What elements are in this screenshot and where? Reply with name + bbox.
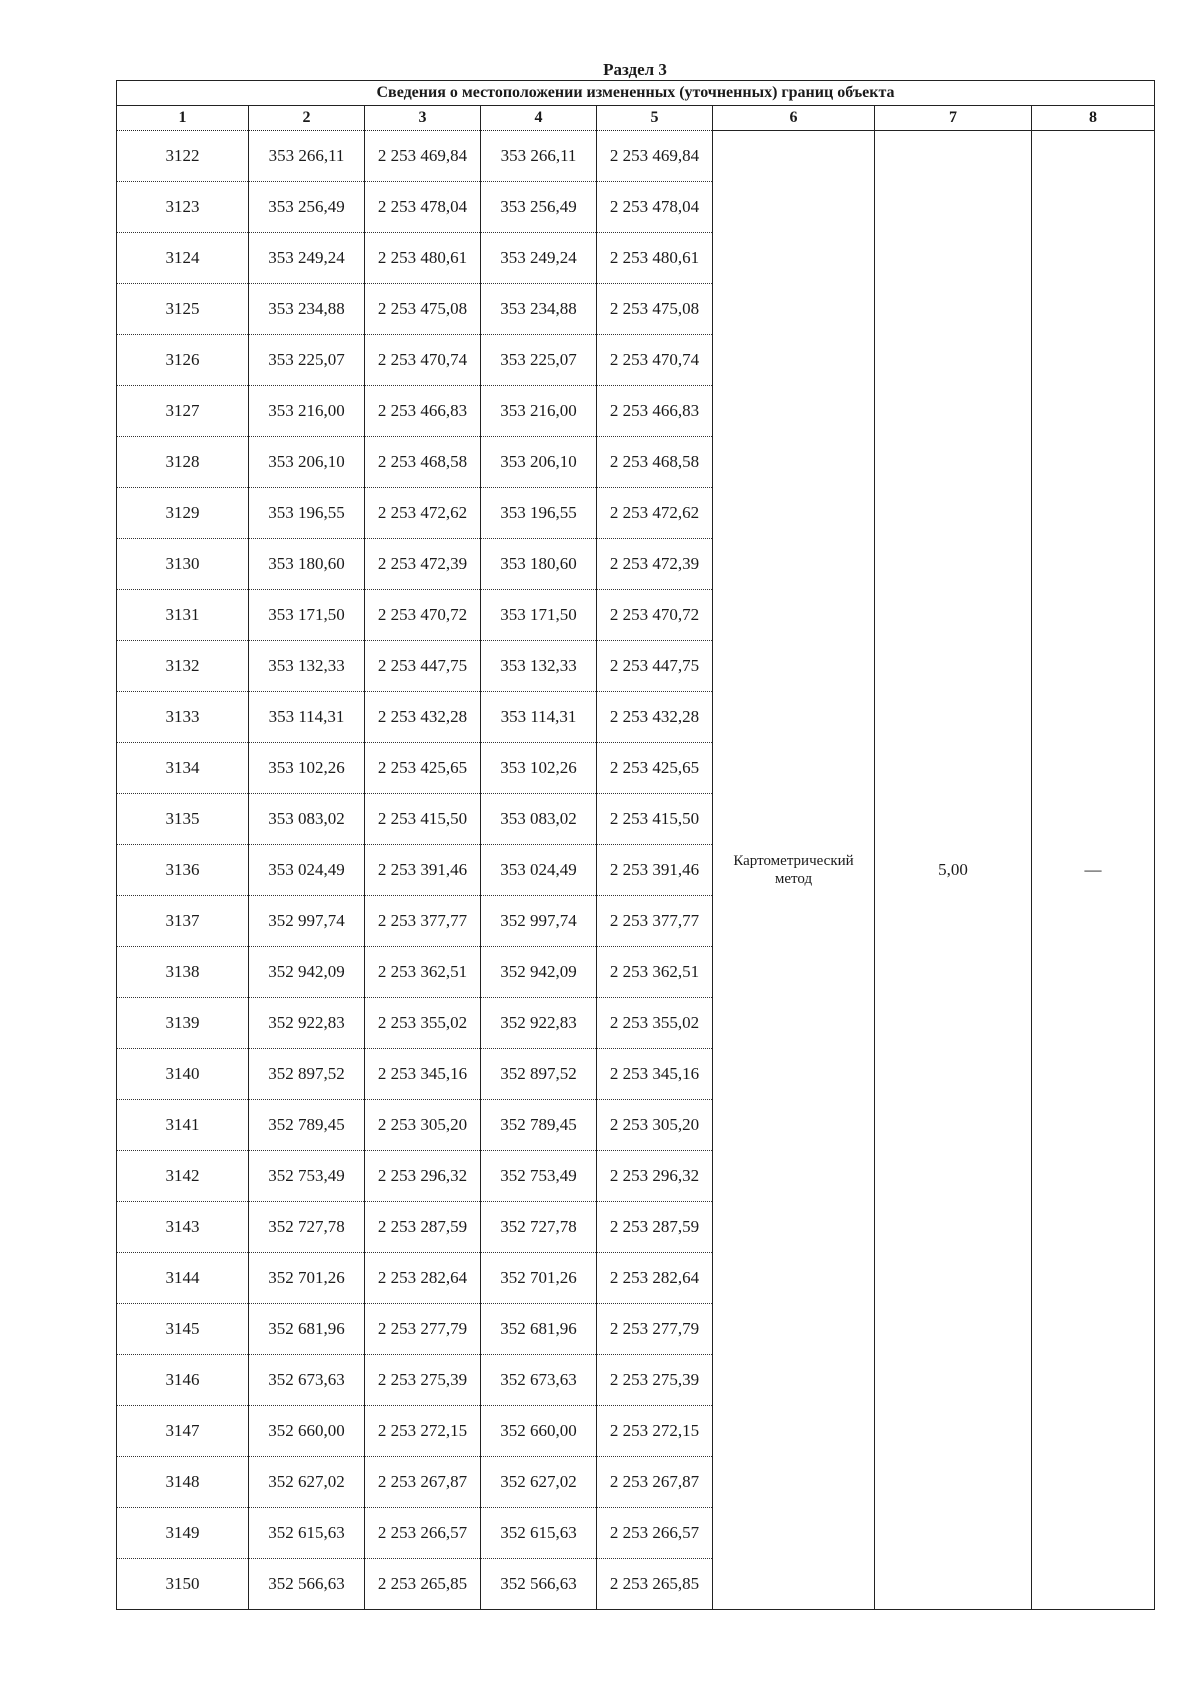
x-existing-cell: 353 206,10 [249,437,365,488]
x-refined-cell: 353 083,02 [481,794,597,845]
x-refined-cell: 353 102,26 [481,743,597,794]
y-existing-cell: 2 253 468,58 [365,437,481,488]
accuracy-cell: 5,00 [875,131,1032,1610]
x-existing-cell: 353 171,50 [249,590,365,641]
y-refined-cell: 2 253 266,57 [597,1508,713,1559]
point-number-cell: 3131 [117,590,249,641]
column-number-1: 1 [117,106,249,131]
x-existing-cell: 352 673,63 [249,1355,365,1406]
y-existing-cell: 2 253 282,64 [365,1253,481,1304]
x-refined-cell: 352 673,63 [481,1355,597,1406]
y-existing-cell: 2 253 470,74 [365,335,481,386]
x-existing-cell: 353 216,00 [249,386,365,437]
y-existing-cell: 2 253 472,62 [365,488,481,539]
y-refined-cell: 2 253 480,61 [597,233,713,284]
x-refined-cell: 353 171,50 [481,590,597,641]
y-existing-cell: 2 253 296,32 [365,1151,481,1202]
y-existing-cell: 2 253 466,83 [365,386,481,437]
x-refined-cell: 353 114,31 [481,692,597,743]
y-existing-cell: 2 253 470,72 [365,590,481,641]
y-refined-cell: 2 253 468,58 [597,437,713,488]
x-refined-cell: 352 922,83 [481,998,597,1049]
y-existing-cell: 2 253 345,16 [365,1049,481,1100]
y-refined-cell: 2 253 275,39 [597,1355,713,1406]
x-existing-cell: 353 266,11 [249,131,365,182]
x-refined-cell: 352 566,63 [481,1559,597,1610]
column-number-3: 3 [365,106,481,131]
x-existing-cell: 352 753,49 [249,1151,365,1202]
x-existing-cell: 353 180,60 [249,539,365,590]
x-refined-cell: 353 196,55 [481,488,597,539]
x-refined-cell: 352 897,52 [481,1049,597,1100]
point-number-cell: 3147 [117,1406,249,1457]
x-refined-cell: 352 727,78 [481,1202,597,1253]
method-text: Картометрический метод [733,853,854,887]
point-number-cell: 3143 [117,1202,249,1253]
point-number-cell: 3146 [117,1355,249,1406]
point-number-cell: 3127 [117,386,249,437]
table-row [117,131,1155,182]
point-number-cell: 3125 [117,284,249,335]
x-existing-cell: 353 249,24 [249,233,365,284]
point-number-cell: 3130 [117,539,249,590]
column-number-row [117,106,1155,131]
y-refined-cell: 2 253 362,51 [597,947,713,998]
y-existing-cell: 2 253 277,79 [365,1304,481,1355]
x-existing-cell: 352 789,45 [249,1100,365,1151]
point-number-cell: 3145 [117,1304,249,1355]
y-refined-cell: 2 253 470,74 [597,335,713,386]
y-refined-cell: 2 253 345,16 [597,1049,713,1100]
x-refined-cell: 352 753,49 [481,1151,597,1202]
x-refined-cell: 353 132,33 [481,641,597,692]
column-number-7: 7 [875,106,1032,131]
x-existing-cell: 352 922,83 [249,998,365,1049]
point-number-cell: 3149 [117,1508,249,1559]
x-existing-cell: 352 566,63 [249,1559,365,1610]
x-refined-cell: 353 234,88 [481,284,597,335]
x-refined-cell: 353 225,07 [481,335,597,386]
x-refined-cell: 352 627,02 [481,1457,597,1508]
point-number-cell: 3136 [117,845,249,896]
x-existing-cell: 352 727,78 [249,1202,365,1253]
column-number-6: 6 [713,106,875,131]
y-refined-cell: 2 253 277,79 [597,1304,713,1355]
y-existing-cell: 2 253 355,02 [365,998,481,1049]
x-refined-cell: 352 681,96 [481,1304,597,1355]
y-refined-cell: 2 253 272,15 [597,1406,713,1457]
method-cell [713,131,875,1610]
point-number-cell: 3133 [117,692,249,743]
note-cell: — [1032,131,1155,1610]
y-existing-cell: 2 253 425,65 [365,743,481,794]
x-existing-cell: 352 942,09 [249,947,365,998]
y-refined-cell: 2 253 475,08 [597,284,713,335]
y-existing-cell: 2 253 266,57 [365,1508,481,1559]
boundary-table [116,80,1155,1610]
y-refined-cell: 2 253 472,39 [597,539,713,590]
x-existing-cell: 353 234,88 [249,284,365,335]
x-refined-cell: 352 997,74 [481,896,597,947]
x-refined-cell: 353 256,49 [481,182,597,233]
y-existing-cell: 2 253 475,08 [365,284,481,335]
x-existing-cell: 353 256,49 [249,182,365,233]
column-number-4: 4 [481,106,597,131]
point-number-cell: 3122 [117,131,249,182]
point-number-cell: 3144 [117,1253,249,1304]
y-refined-cell: 2 253 282,64 [597,1253,713,1304]
y-existing-cell: 2 253 362,51 [365,947,481,998]
x-existing-cell: 352 701,26 [249,1253,365,1304]
x-refined-cell: 352 942,09 [481,947,597,998]
y-refined-cell: 2 253 425,65 [597,743,713,794]
x-refined-cell: 353 249,24 [481,233,597,284]
y-existing-cell: 2 253 415,50 [365,794,481,845]
x-existing-cell: 353 132,33 [249,641,365,692]
point-number-cell: 3123 [117,182,249,233]
y-refined-cell: 2 253 469,84 [597,131,713,182]
x-existing-cell: 352 660,00 [249,1406,365,1457]
x-existing-cell: 353 083,02 [249,794,365,845]
y-refined-cell: 2 253 478,04 [597,182,713,233]
point-number-cell: 3141 [117,1100,249,1151]
point-number-cell: 3142 [117,1151,249,1202]
y-refined-cell: 2 253 470,72 [597,590,713,641]
section-title: Раздел 3 [603,60,667,79]
y-refined-cell: 2 253 377,77 [597,896,713,947]
point-number-cell: 3132 [117,641,249,692]
column-number-5: 5 [597,106,713,131]
y-refined-cell: 2 253 472,62 [597,488,713,539]
y-refined-cell: 2 253 415,50 [597,794,713,845]
x-existing-cell: 352 997,74 [249,896,365,947]
x-refined-cell: 352 701,26 [481,1253,597,1304]
y-existing-cell: 2 253 272,15 [365,1406,481,1457]
y-existing-cell: 2 253 447,75 [365,641,481,692]
point-number-cell: 3139 [117,998,249,1049]
x-refined-cell: 352 615,63 [481,1508,597,1559]
y-refined-cell: 2 253 265,85 [597,1559,713,1610]
point-number-cell: 3140 [117,1049,249,1100]
x-refined-cell: 353 180,60 [481,539,597,590]
x-refined-cell: 353 266,11 [481,131,597,182]
column-number-8: 8 [1032,106,1155,131]
y-refined-cell: 2 253 432,28 [597,692,713,743]
column-number-2: 2 [249,106,365,131]
y-refined-cell: 2 253 466,83 [597,386,713,437]
y-existing-cell: 2 253 478,04 [365,182,481,233]
point-number-cell: 3135 [117,794,249,845]
document-page [116,60,1154,1610]
y-refined-cell: 2 253 447,75 [597,641,713,692]
table-caption: Сведения о местоположении измененных (уточненных) границ объекта [117,81,1155,106]
point-number-cell: 3124 [117,233,249,284]
x-existing-cell: 352 897,52 [249,1049,365,1100]
x-existing-cell: 353 102,26 [249,743,365,794]
point-number-cell: 3138 [117,947,249,998]
y-existing-cell: 2 253 391,46 [365,845,481,896]
y-refined-cell: 2 253 391,46 [597,845,713,896]
point-number-cell: 3128 [117,437,249,488]
x-existing-cell: 352 627,02 [249,1457,365,1508]
point-number-cell: 3150 [117,1559,249,1610]
x-existing-cell: 353 225,07 [249,335,365,386]
x-refined-cell: 352 789,45 [481,1100,597,1151]
x-refined-cell: 353 206,10 [481,437,597,488]
x-existing-cell: 353 114,31 [249,692,365,743]
y-refined-cell: 2 253 296,32 [597,1151,713,1202]
y-existing-cell: 2 253 377,77 [365,896,481,947]
y-existing-cell: 2 253 472,39 [365,539,481,590]
x-refined-cell: 353 024,49 [481,845,597,896]
point-number-cell: 3129 [117,488,249,539]
x-existing-cell: 353 024,49 [249,845,365,896]
y-refined-cell: 2 253 305,20 [597,1100,713,1151]
point-number-cell: 3134 [117,743,249,794]
point-number-cell: 3126 [117,335,249,386]
table-body [117,131,1155,1610]
y-refined-cell: 2 253 287,59 [597,1202,713,1253]
point-number-cell: 3137 [117,896,249,947]
point-number-cell: 3148 [117,1457,249,1508]
y-existing-cell: 2 253 267,87 [365,1457,481,1508]
x-refined-cell: 352 660,00 [481,1406,597,1457]
table-caption-row [117,81,1155,106]
y-existing-cell: 2 253 287,59 [365,1202,481,1253]
y-existing-cell: 2 253 480,61 [365,233,481,284]
x-existing-cell: 352 681,96 [249,1304,365,1355]
y-existing-cell: 2 253 265,85 [365,1559,481,1610]
x-refined-cell: 353 216,00 [481,386,597,437]
y-existing-cell: 2 253 432,28 [365,692,481,743]
x-existing-cell: 353 196,55 [249,488,365,539]
y-refined-cell: 2 253 355,02 [597,998,713,1049]
y-existing-cell: 2 253 275,39 [365,1355,481,1406]
y-existing-cell: 2 253 469,84 [365,131,481,182]
x-existing-cell: 352 615,63 [249,1508,365,1559]
y-refined-cell: 2 253 267,87 [597,1457,713,1508]
y-existing-cell: 2 253 305,20 [365,1100,481,1151]
